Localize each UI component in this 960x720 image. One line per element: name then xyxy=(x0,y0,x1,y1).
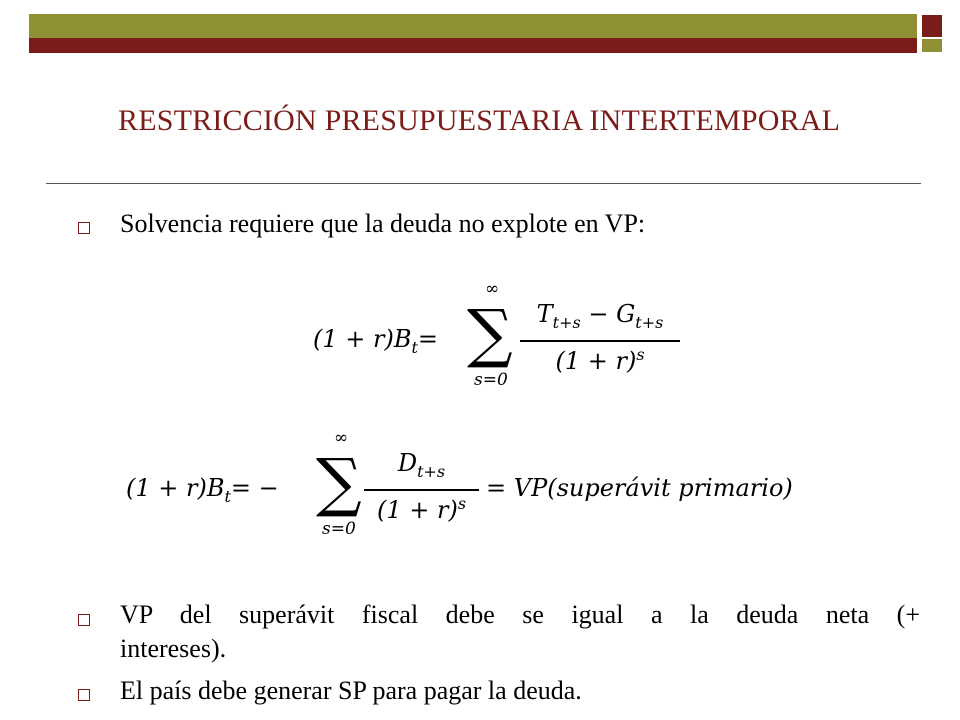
equation-1-numerator: $T_{t+s} - G_{t+s}$ xyxy=(536,300,664,332)
header-square-bottom xyxy=(921,38,943,53)
bullet-text-line1: VP del superávit fiscal debe se igual a la deuda neta (+ xyxy=(120,600,920,629)
bullet-square-icon xyxy=(78,222,90,234)
sum-upper-limit: ∞ xyxy=(334,428,349,448)
bullet-text-line2: intereses). xyxy=(120,634,227,663)
header-band-olive xyxy=(29,14,917,38)
header-decoration xyxy=(29,14,944,60)
header-square-top xyxy=(921,14,943,38)
fraction-bar xyxy=(520,340,680,342)
equation-2-numerator: $D_{t+s}$ xyxy=(397,449,446,481)
header-band-maroon xyxy=(29,38,917,53)
equation-2-denominator: $(1 + r)^s$ xyxy=(376,494,467,524)
title-divider xyxy=(46,183,921,184)
sum-lower-limit: s=0 xyxy=(474,370,508,390)
summation-icon: ∑ xyxy=(316,446,362,520)
bullet-text: Solvencia requiere que la deuda no explote en VP: xyxy=(120,209,646,238)
bullet-square-icon xyxy=(78,689,90,701)
equation-2-rhs: = VP(superávit primario) xyxy=(486,474,793,502)
sum-upper-limit: ∞ xyxy=(485,279,500,299)
equation-1-lhs: $(1 + r)B_t=$ xyxy=(313,325,439,357)
bullet-text: El país debe generar SP para pagar la deuda. xyxy=(120,676,582,705)
fraction-bar xyxy=(364,489,479,491)
summation-icon: ∑ xyxy=(467,297,513,371)
bullet-square-icon xyxy=(78,614,90,626)
equation-2-lhs: $(1 + r)B_t=$ − xyxy=(126,474,279,506)
sum-lower-limit: s=0 xyxy=(322,519,356,539)
slide-title: RESTRICCIÓN PRESUPUESTARIA INTERTEMPORAL xyxy=(118,104,841,137)
equation-1-denominator: $(1 + r)^s$ xyxy=(555,345,645,375)
